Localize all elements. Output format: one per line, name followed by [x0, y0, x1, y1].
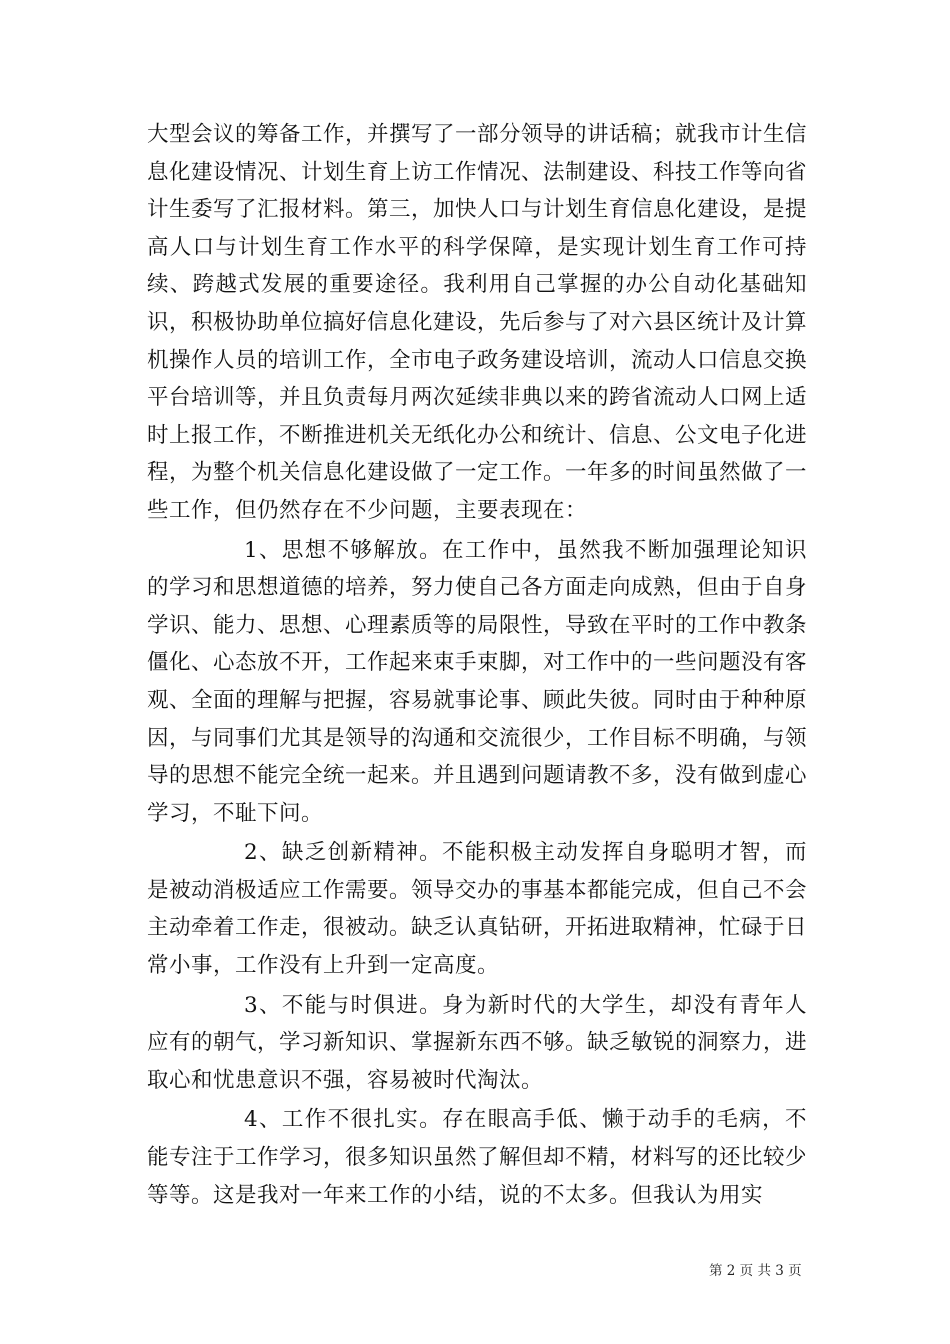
- paragraph-item-1: 1、思想不够解放。在工作中，虽然我不断加强理论知识的学习和思想道德的培养，努力使自己各方面走向成熟，但由于自身学识、能力、思想、心理素质等的局限性，导致在平时的工作中教条僵化、心态放不开，工作起来束手束脚，对工作中的一些问题没有客观、全面的理解与把握，容易就事论事、顾此失彼。同时由于种种原因，与同事们尤其是领导的沟通和交流很少，工作目标不明确，与领导的思想不能完全统一起来。并且遇到问题请教不多，没有做到虚心学习，不耻下问。: [147, 537, 808, 826]
- paragraph-item-3: 3、不能与时俱进。身为新时代的大学生，却没有青年人应有的朝气，学习新知识、掌握新东西不够。缺乏敏锐的洞察力，进取心和忧患意识不强，容易被时代淘汰。: [147, 992, 808, 1093]
- paragraph-item-4: 4、工作不很扎实。存在眼高手低、懒于动手的毛病，不能专注于工作学习，很多知识虽然了解但却不精，材料写的还比较少等等。这是我对一年来工作的小结，说的不太多。但我认为用实: [147, 1107, 808, 1208]
- paragraph-intro: 大型会议的筹备工作，并撰写了一部分领导的讲话稿；就我市计生信息化建设情况、计划生育上访工作情况、法制建设、科技工作等向省计生委写了汇报材料。第三，加快人口与计划生育信息化建设，是提高人口与计划生育工作水平的科学保障，是实现计划生育工作可持续、跨越式发展的重要途径。我利用自己掌握的办公自动化基础知识，积极协助单位搞好信息化建设，先后参与了对六县区统计及计算机操作人员的培训工作，全市电子政务建设培训，流动人口信息交换平台培训等，并且负责每月两次延续非典以来的跨省流动人口网上适时上报工作，不断推进机关无纸化办公和统计、信息、公文电子化进程，为整个机关信息化建设做了一定工作。一年多的时间虽然做了一些工作，但仍然存在不少问题，主要表现在：: [147, 122, 808, 523]
- page-number-footer: 第 2 页 共 3 页: [709, 1263, 802, 1279]
- paragraph-item-2: 2、缺乏创新精神。不能积极主动发挥自身聪明才智，而是被动消极适应工作需要。领导交办的事基本都能完成，但自己不会主动牵着工作走，很被动。缺乏认真钻研，开拓进取精神，忙碌于日常小事，工作没有上升到一定高度。: [147, 840, 808, 979]
- body-text: [147, 116, 807, 1214]
